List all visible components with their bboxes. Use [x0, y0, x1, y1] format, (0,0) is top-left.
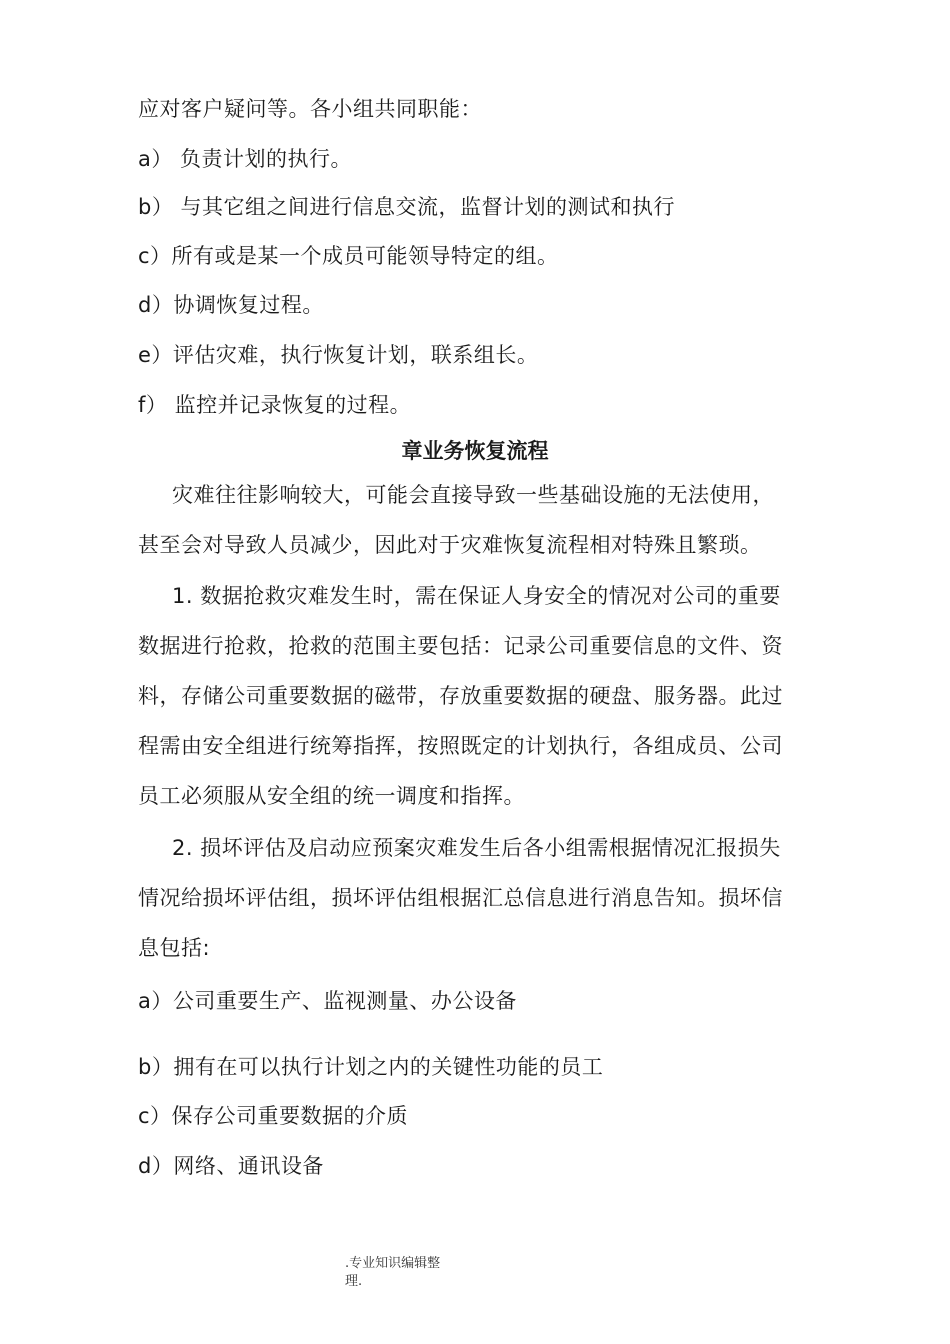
- list-item: b） 与其它组之间进行信息交流，监督计划的测试和执行: [138, 195, 676, 219]
- list-item: b）拥有在可以执行计划之内的关键性功能的员工: [138, 1055, 604, 1079]
- list-item: d）协调恢复过程。: [138, 293, 324, 317]
- paragraph-line: 息包括:: [138, 936, 211, 960]
- text-line: 应对客户疑问等。各小组共同职能：: [138, 97, 482, 121]
- list-item: a） 负责计划的执行。: [138, 147, 353, 171]
- paragraph-line: 程需由安全组进行统筹指挥，按照既定的计划执行，各组成员、公司: [138, 734, 783, 758]
- list-item: d）网络、通讯设备: [138, 1154, 324, 1178]
- list-item: c）保存公司重要数据的介质: [138, 1104, 409, 1128]
- paragraph-line: 1. 数据抢救灾难发生时，需在保证人身安全的情况对公司的重要: [172, 584, 781, 608]
- paragraph-line: 2. 损坏评估及启动应预案灾难发生后各小组需根据情况汇报损失: [172, 836, 781, 860]
- footer-note: .专业知识编辑整: [345, 1256, 441, 1271]
- list-item: c）所有或是某一个成员可能领导特定的组。: [138, 244, 559, 268]
- paragraph-line: 料，存储公司重要数据的磁带，存放重要数据的硬盘、服务器。此过: [138, 684, 783, 708]
- list-item: e）评估灾难，执行恢复计划，联系组长。: [138, 343, 539, 367]
- list-item: f） 监控并记录恢复的过程。: [138, 393, 412, 417]
- paragraph-line: 灾难往往影响较大，可能会直接导致一些基础设施的无法使用，: [172, 483, 774, 507]
- list-item: a）公司重要生产、监视测量、办公设备: [138, 989, 517, 1013]
- paragraph-line: 甚至会对导致人员减少，因此对于灾难恢复流程相对特殊且繁琐。: [138, 533, 762, 557]
- section-heading: 章业务恢复流程: [401, 439, 549, 463]
- paragraph-line: 数据进行抢救，抢救的范围主要包括：记录公司重要信息的文件、资: [138, 634, 783, 658]
- footer-note: 理.: [345, 1274, 363, 1289]
- paragraph-line: 情况给损坏评估组，损坏评估组根据汇总信息进行消息告知。损坏信: [138, 886, 783, 910]
- paragraph-line: 员工必须服从安全组的统一调度和指挥。: [138, 784, 525, 808]
